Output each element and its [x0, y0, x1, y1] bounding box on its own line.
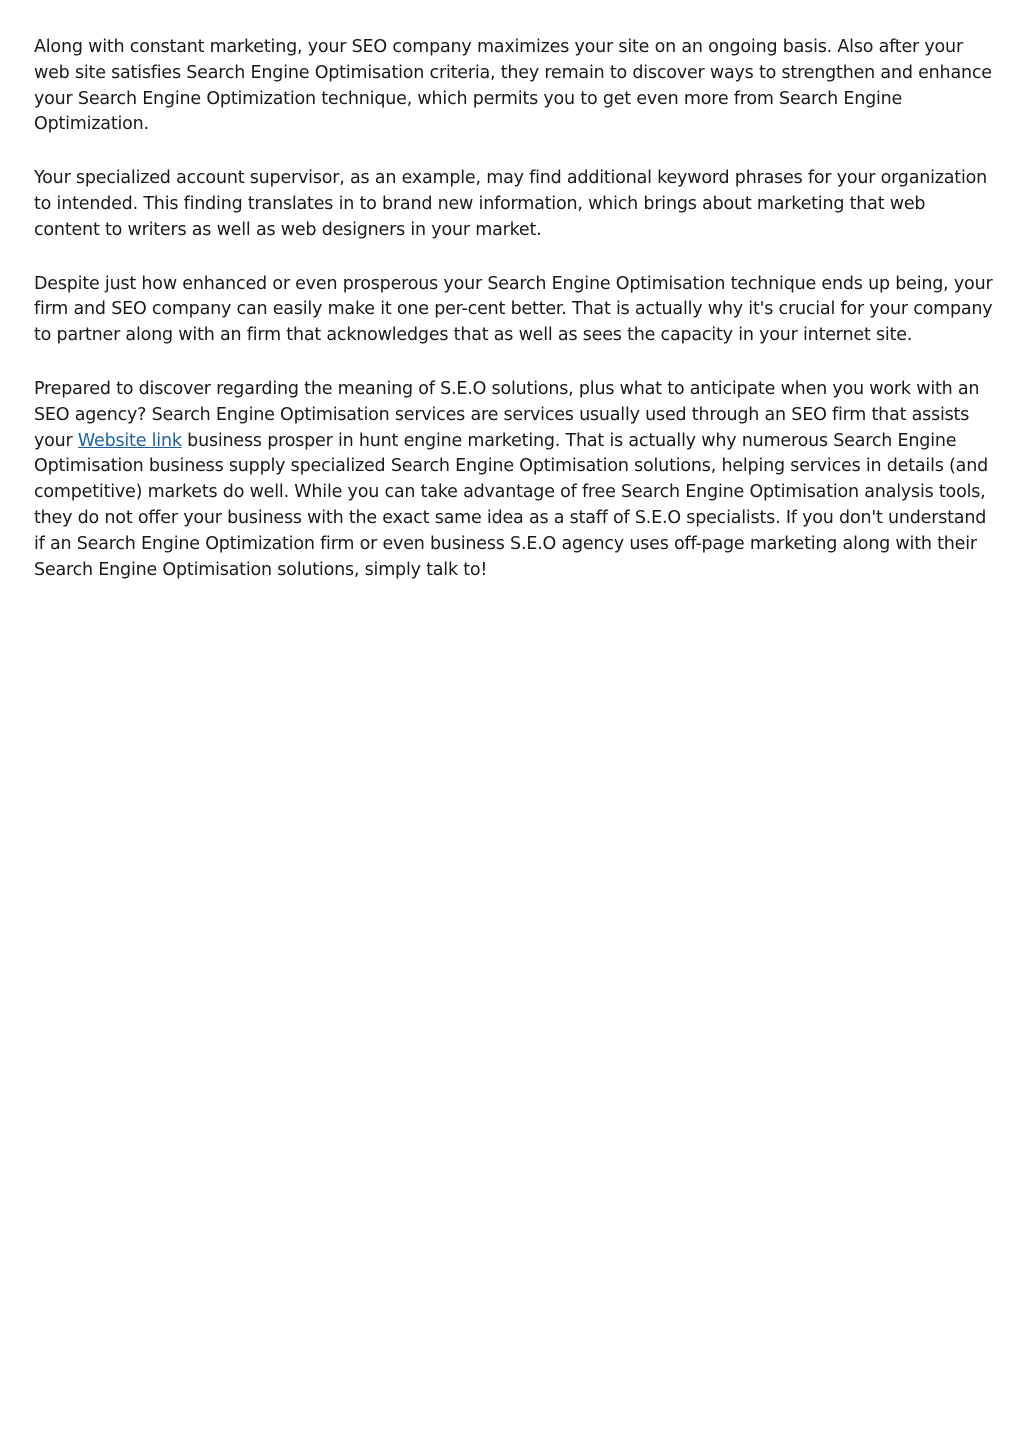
paragraph-1: Along with constant marketing, your SEO company maximizes your site on an ongoing basis. Also after your web site satisfies Search Engine Optimisation criteria, they remain to discover ways to strengthen and enhance your Search Engine Optimization technique, which permits you to get even more from Search Engine Optimization.: [34, 37, 992, 135]
paragraph-4-text-after-link: business prosper in hunt engine marketing. That is actually why numerous Search Engine Optimisation business supply specialized Search Engine Optimisation solutions, helping services in details (and competitive) markets do well. While you can take advantage of free Search Engine Optimisation analysis tools, they do not offer your business with the exact same idea as a staff of S.E.O specialists. If you don't understand if an Search Engine Optimization firm or even business S.E.O agency uses off-page marketing along with their Search Engine Optimisation solutions, simply talk to!: [34, 430, 988, 580]
paragraph-3: Despite just how enhanced or even prosperous your Search Engine Optimisation technique ends up being, your firm and SEO company can easily make it one per-cent better. That is actually why it's crucial for your company to partner along with an firm that acknowledges that as well as sees the capacity in your internet site.: [34, 273, 993, 346]
paragraph-4: [34, 377, 994, 583]
paragraph-4-text-before-link: Prepared to discover regarding the meaning of S.E.O solutions, plus what to anticipate when you work with an SEO agency? Search Engine Optimisation services are services usually used through an SEO firm that assists your: [34, 378, 980, 451]
website-link[interactable]: Website link: [77, 430, 182, 451]
document-body: [34, 35, 994, 611]
paragraph-2: Your specialized account supervisor, as an example, may find additional keyword phrases for your organization to intended. This finding translates in to brand new information, which brings about marketing that web content to writers as well as web designers in your market.: [34, 168, 988, 240]
